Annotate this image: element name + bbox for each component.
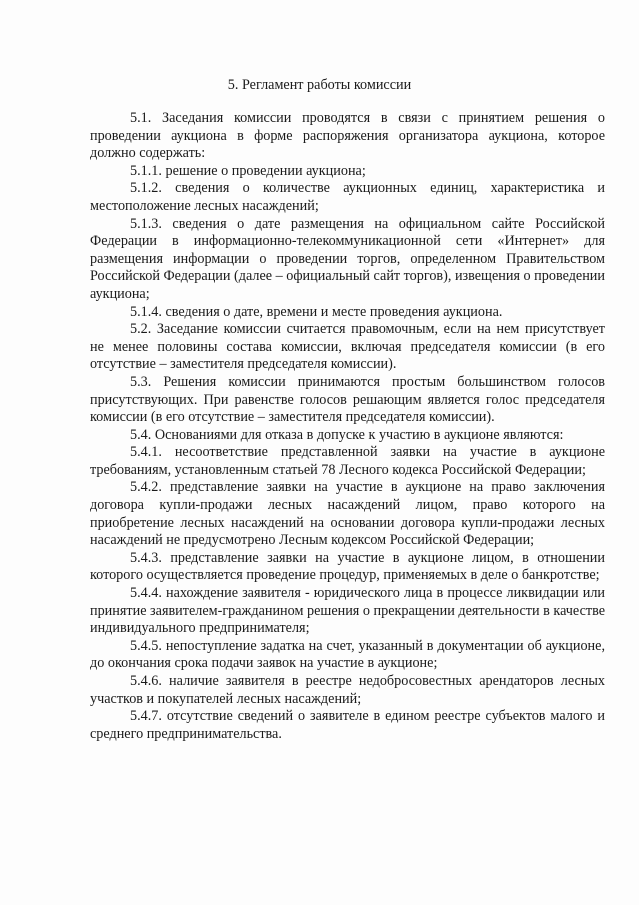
paragraph-5-4-7: 5.4.7. отсутствие сведений о заявителе в едином реестре субъектов малого и среднего предпринимательства. xyxy=(90,708,605,742)
paragraph-5-1: 5.1. Заседания комиссии проводятся в связи с принятием решения о проведении аукциона в форме распоряжения организатора аукциона, которое должно содержать: xyxy=(90,110,605,162)
section-title: 5. Регламент работы комиссии xyxy=(227,77,412,93)
paragraph-5-1-1: 5.1.1. решение о проведении аукциона; xyxy=(130,162,366,179)
paragraph-5-4-5: 5.4.5. непоступление задатка на счет, указанный в документации об аукционе, до окончания срока подачи заявок на участие в аукционе; xyxy=(90,637,605,672)
paragraph-5-4-1: 5.4.1. несоответствие представленной заявки на участие в аукционе требованиям, установленным статьей 78 Лесного кодекса Российской Федерации; xyxy=(90,444,605,478)
paragraph-5-1-2: 5.1.2. сведения о количестве аукционных единиц, характеристика и местоположение лесных насаждений; xyxy=(90,180,605,214)
paragraph-5-4-4: 5.4.4. нахождение заявителя - юридического лица в процессе ликвидации или принятие заявителем-гражданином решения о прекращении деятельности в качестве индивидуального предпринимателя; xyxy=(90,585,605,637)
section-body xyxy=(90,110,605,743)
paragraph-5-4-2: 5.4.2. представление заявки на участие в аукционе на право заключения договора купли-продажи лесных насаждений лицом, право которого на приобретение лесных насаждений на основании договора купли-продажи лесных насаждений не предусмотрено Лесным кодексом Российской Федерации; xyxy=(90,479,605,549)
paragraph-5-4-6: 5.4.6. наличие заявителя в реестре недобросовестных арендаторов лесных участков и покупателей лесных насаждений; xyxy=(90,673,605,707)
paragraph-5-2: 5.2. Заседание комиссии считается правомочным, если на нем присутствует не менее половины состава комиссии, включая председателя комиссии (в его отсутствие – заместителя председателя комиссии). xyxy=(90,321,605,373)
paragraph-5-3: 5.3. Решения комиссии принимаются простым большинством голосов присутствующих. При равенстве голосов решающим является голос председателя комиссии (в его отсутствие – заместителя председателя комиссии). xyxy=(90,373,605,426)
paragraph-5-1-4: 5.1.4. сведения о дате, времени и месте проведения аукциона. xyxy=(130,303,503,320)
paragraph-5-4: 5.4. Основаниями для отказа в допуске к участию в аукционе являются: xyxy=(130,426,564,443)
paragraph-5-4-3: 5.4.3. представление заявки на участие в аукционе лицом, в отношении которого осуществляется проведение процедур, применяемых в деле о банкротстве; xyxy=(90,549,605,584)
paragraph-5-1-3: 5.1.3. сведения о дате размещения на официальном сайте Российской Федерации в информационно-телекоммуникационной сети «Интернет» для размещения информации о проведении торгов, определенном Правительством Российской Федерации (далее – официальный сайт торгов), извещения о проведении аукциона; xyxy=(90,215,605,302)
